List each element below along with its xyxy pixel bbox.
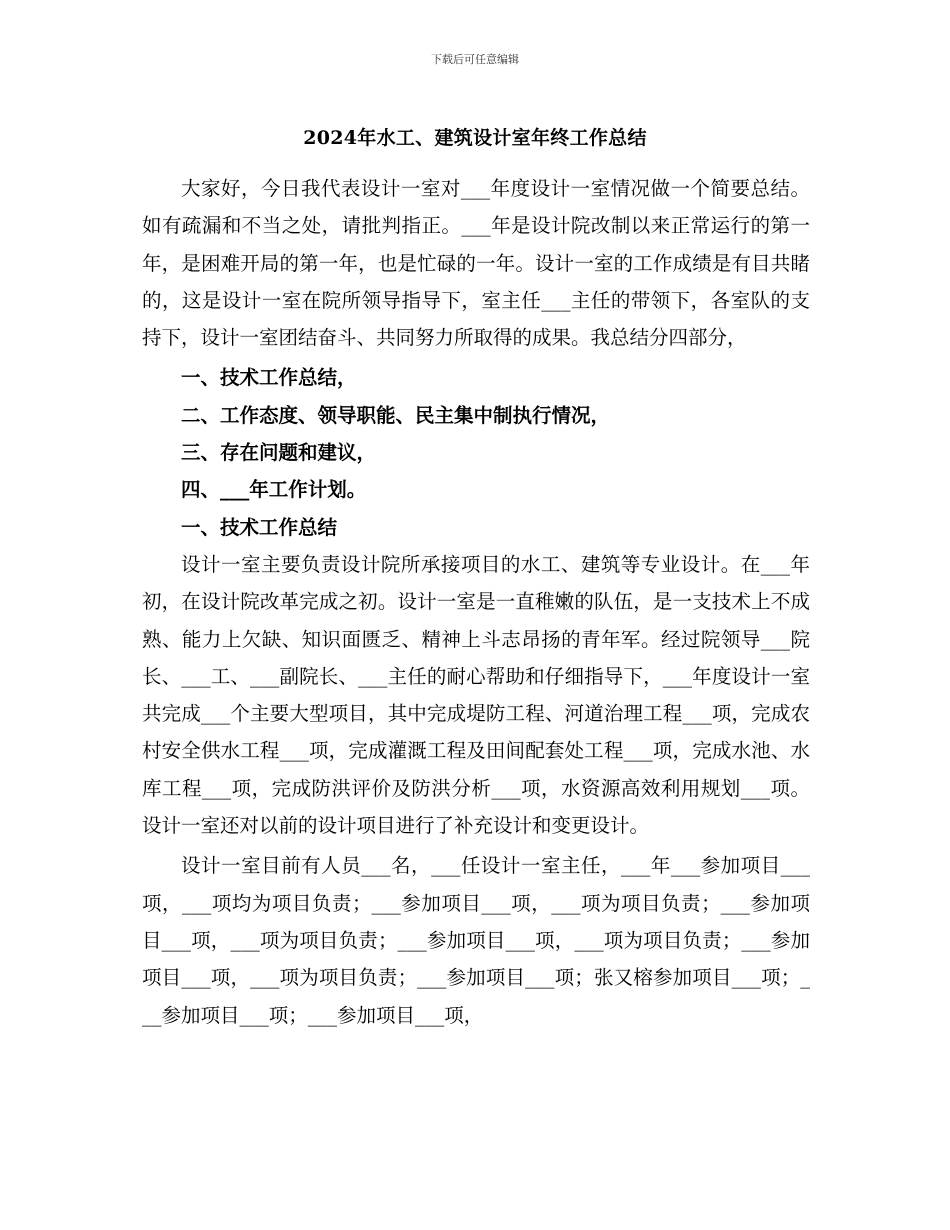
intro-paragraph: 大家好，今日我代表设计一室对___年度设计一室情况做一个简要总结。如有疏漏和不当之处，请批判指正。___年是设计院改制以来正常运行的第一年，是困难开局的第一年，也是忙碌的一年。设计一室的工作成绩是有目共睹的，这是设计一室在院所领导指导下，室主任___主任的带领下，各室队的支持下，设计一室团结奋斗、共同努力所取得的成果。我总结分四部分， (142, 177, 810, 350)
outline-item-4: 四、___年工作计划。 (181, 478, 367, 502)
outline-item-3: 三、存在问题和建议， (181, 441, 377, 465)
page-header-note: 下载后可任意编辑 (431, 53, 519, 66)
outline-item-2: 二、工作态度、领导职能、民主集中制执行情况， (181, 403, 611, 427)
outline-item-1: 一、技术工作总结， (181, 366, 357, 390)
section1-paragraph-2: 设计一室目前有人员___名，___任设计一室主任，___年___参加项目___项，___项均为项目负责；___参加项目___项，___项为项目负责；___参加项目___项，___项为项目负责；___参加项目___项，___项为项目负责；___参加项目___项，___项为项目负责；___参加项目___项；张又榕参加项目___项；___参加项目___项；___参加项目___项， (142, 854, 810, 1027)
section1-paragraph-1: 设计一室主要负责设计院所承接项目的水工、建筑等专业设计。在___年初，在设计院改革完成之初。设计一室是一直稚嫩的队伍，是一支技术上不成熟、能力上欠缺、知识面匮乏、精神上斗志昂扬的青年军。经过院领导___院长、___工、___副院长、___主任的耐心帮助和仔细指导下，___年度设计一室共完成___个主要大型项目，其中完成堤防工程、河道治理工程___项，完成农村安全供水工程___项，完成灌溉工程及田间配套处工程___项，完成水池、水库工程___项，完成防洪评价及防洪分析___项，水资源高效利用规划___项。设计一室还对以前的设计项目进行了补充设计和变更设计。 (142, 552, 810, 838)
section-heading-technical-summary: 一、技术工作总结 (181, 515, 338, 539)
document-body (142, 170, 810, 1034)
document-title: 2024年水工、建筑设计室年终工作总结 (303, 127, 647, 149)
